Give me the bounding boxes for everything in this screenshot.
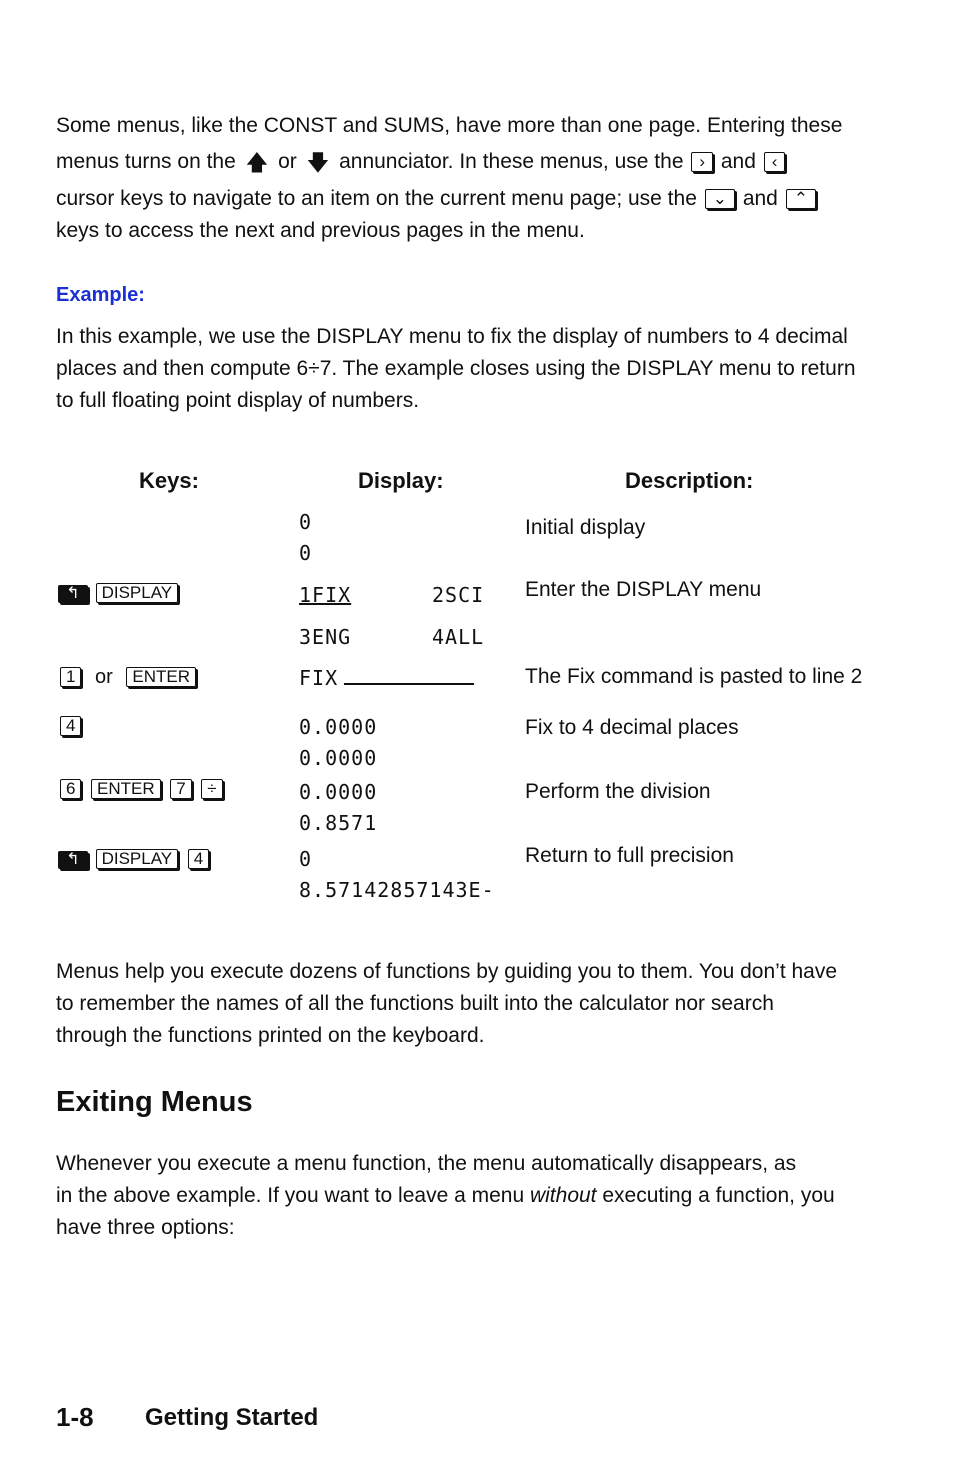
chapter-title: Getting Started	[145, 1404, 319, 1431]
left-cursor-key-icon: ‹	[764, 152, 786, 172]
display-line-2: 8.57142857143E-	[299, 878, 495, 902]
menu-item-3eng: 3ENG	[299, 625, 352, 649]
header-description: Description:	[625, 468, 754, 493]
example-paragraph	[56, 321, 856, 417]
keys-row-5	[58, 778, 225, 801]
display-line-1: FIX	[299, 666, 474, 690]
menu-item-1fix: 1FIX	[299, 583, 352, 607]
example-line-2: places and then compute 6÷7. The example closes using the DISPLAY menu to return	[56, 357, 856, 380]
menus-paragraph: Menus help you execute dozens of functions by guiding you to them. You don’t have to remember the names of all the functions built into the calculator nor search through the functions printed on the keyboard.	[56, 960, 838, 1047]
right-cursor-key-icon: ›	[691, 152, 713, 172]
left-shift-key-icon: ↰	[58, 585, 88, 603]
section-heading: Exiting Menus	[56, 1086, 253, 1118]
description-text: The Fix command is pasted to line 2	[525, 665, 863, 688]
key-4: 4	[188, 849, 209, 869]
down-cursor-key-icon: ⌄	[705, 189, 735, 209]
description-text: Enter the DISPLAY menu	[525, 578, 762, 601]
display-line-2: 0.8571	[299, 811, 378, 835]
display-key: DISPLAY	[96, 583, 179, 603]
example-line-1: In this example, we use the DISPLAY menu to fix the display of numbers to 4 decimal	[56, 325, 848, 348]
up-cursor-key-icon: ⌃	[786, 189, 816, 209]
description-text: Perform the division	[525, 780, 711, 803]
intro-line-3: cursor keys to navigate to an item on the current menu page; use the ⌄ and ⌃	[56, 183, 856, 215]
input-cursor-line	[344, 673, 474, 685]
down-arrow-annunciator-icon: 🡇	[306, 150, 330, 175]
keys-row-4	[58, 715, 83, 738]
display-line-1: 0.0000	[299, 715, 378, 739]
intro-line-4: keys to access the next and previous pages in the menu.	[56, 219, 585, 242]
intro-line-1: Some menus, like the CONST and SUMS, have more than one page. Entering these	[56, 114, 843, 137]
keys-row-6	[58, 848, 211, 871]
left-shift-key-icon: ↰	[58, 851, 88, 869]
key-7: 7	[170, 779, 191, 799]
display-line-1: 0.0000	[299, 780, 378, 804]
display-line-1: 0	[299, 510, 313, 534]
intro-paragraph	[56, 110, 856, 247]
header-display: Display:	[358, 468, 444, 493]
display-line-2: 0.0000	[299, 746, 378, 770]
key-1: 1	[60, 667, 81, 687]
up-arrow-annunciator-icon: 🡅	[245, 150, 269, 175]
description-text: Initial display	[525, 516, 646, 539]
display-line-2: 0	[299, 541, 313, 565]
intro-line-2: menus turns on the 🡅 or 🡇 annunciator. In these menus, use the › and ‹	[56, 146, 856, 179]
enter-key: ENTER	[126, 667, 196, 687]
divide-key: ÷	[201, 779, 222, 799]
description-text: Fix to 4 decimal places	[525, 716, 739, 739]
section-paragraph: Whenever you execute a menu function, the menu automatically disappears, as in the above example. If you want to leave a menu without executing a function, you have three options:	[56, 1152, 835, 1239]
display-key: DISPLAY	[96, 849, 179, 869]
description-text: Return to full precision	[525, 844, 734, 867]
keys-row-3: 1 or ENTER	[58, 666, 198, 689]
display-line-1: 0	[299, 847, 313, 871]
keys-row-2	[58, 582, 180, 605]
key-6: 6	[60, 779, 81, 799]
page-number: 1-8	[56, 1402, 94, 1432]
menu-item-4all: 4ALL	[432, 625, 485, 649]
header-keys: Keys:	[139, 468, 199, 493]
example-label: Example:	[56, 284, 145, 306]
enter-key: ENTER	[91, 779, 161, 799]
example-line-3: to full floating point display of numbers.	[56, 389, 420, 412]
key-4: 4	[60, 716, 81, 736]
menu-item-2sci: 2SCI	[432, 583, 485, 607]
